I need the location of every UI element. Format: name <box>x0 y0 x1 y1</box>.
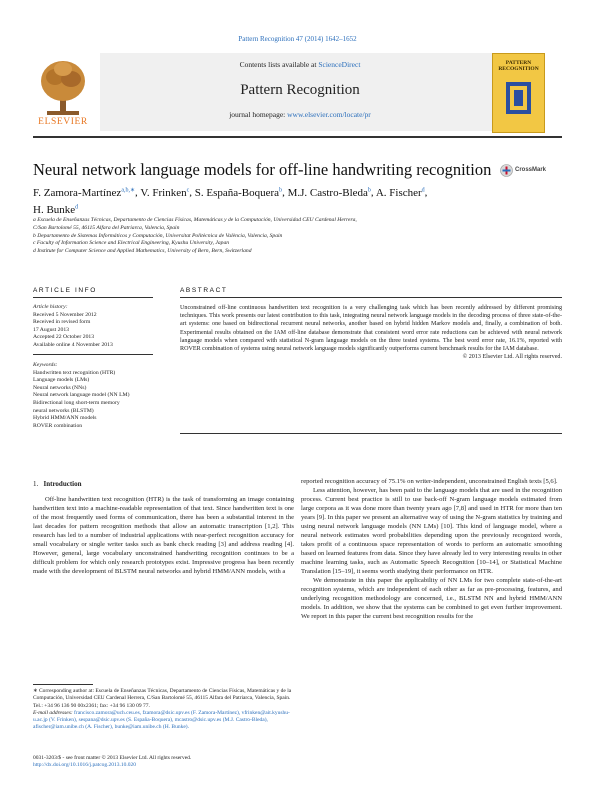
journal-reference[interactable]: Pattern Recognition 47 (2014) 1642–1652 <box>238 35 357 43</box>
cover-emblem-icon <box>506 82 531 114</box>
author[interactable]: S. España-Boquera$^b$ <box>194 186 283 199</box>
contents-prefix: Contents lists available at <box>239 60 319 69</box>
section-title: Introduction <box>43 480 82 488</box>
sciencedirect-link[interactable]: ScienceDirect <box>318 60 361 69</box>
journal-title: Pattern Recognition <box>240 82 360 98</box>
history-item: 17 August 2013 <box>33 326 70 333</box>
crossmark-icon <box>500 164 513 177</box>
journal-cover <box>492 53 545 133</box>
keyword: Bidirectional long short-term memory <box>33 399 120 406</box>
elsevier-logo <box>33 53 93 133</box>
intro-left-column <box>33 495 294 576</box>
crossmark-label: CrossMark <box>515 167 547 173</box>
author[interactable]: V. Frinken$^c$ <box>140 186 190 199</box>
author[interactable]: M.J. Castro-Bleda$^b$ <box>287 186 371 199</box>
paragraph: Off-line handwritten text recognition (HTR) is the task of transforming an image containing handwritten text into a machine-readable representation of that text. Since handwritten text is one of the most frequently used forms of communication, there has been a substantial interest in the last decades for pattern recognition methods that allow an automatic transcription [1,2]. This research has led to a number of industrial applications with near-perfect recognition accuracy for small vocabulary or single writer tasks such as bank check reading [3] and address reading [4]. However, general, large vocabulary unconstrained handwriting recognition continues to be a difficult problem for which only research prototypes exist. Impressive progress has been recently made with the development of BLSTM neural networks and hybrid HMM/ANN models, with a <box>33 496 294 575</box>
affiliation: c Faculty of Information Science and Electrical Engineering, Kyushu University, Japan <box>33 240 230 247</box>
intro-right-column <box>301 477 562 621</box>
author-list: F. Zamora-Martínez$^{a,b,∗}$, V. Frinken$^c$, S. España-Boquera$^b$, M.J. Castro-Bleda$^b$, A. Fischer$^d$, H. Bunke$^d$ <box>33 186 428 217</box>
issn-line: 0031-3203/$ - see front matter © 2013 Elsevier Ltd. All rights reserved. <box>33 755 192 761</box>
footnote <box>33 688 294 732</box>
paragraph: reported recognition accuracy of 75.1% on writer-independent, unconstrained English texts [5,6]. <box>301 478 558 485</box>
article-history <box>33 304 163 350</box>
paragraph: Less attention, however, has been paid to the language models that are used in the recognition process. Current best practice is still to use back-off N-gram language models estimated from large corpora as it was done more than twenty years ago [7,8] and used in HTR for more than ten years [9]. In this paper we present an alternative way of using the N-gram statistics by training and using neural network language models (NN LMs) [10]. This kind of language model, where a neural network estimates word probabilities depending upon the previously recognized words, takes profit of a continuous space representation of words to perform an automatic smoothing based on learned features from data. Since they have already led to very interesting results in other machine learning tasks, such as Automatic Speech Recognition [10–14], or Statistical Machine Translation [15–19], it seems worth studying their performance on HTR. <box>301 487 562 575</box>
history-item: Available online 4 November 2013 <box>33 341 113 348</box>
affiliation: C/San Bartolomé 55, 46115 Alfara del Patriarca, Valencia, Spain <box>33 224 180 231</box>
keyword: neural networks (BLSTM) <box>33 407 94 414</box>
contact-phone: Tel.: +34 96 136 90 00x2361; fax: +34 96 130 09 77. <box>33 702 150 709</box>
footnote-rule <box>33 684 93 685</box>
keyword: Neural network language model (NN LM) <box>33 392 130 399</box>
header-rule <box>33 136 562 138</box>
article-info-heading: ARTICLE INFO <box>33 287 97 294</box>
keyword: Handwritten text recognition (HTR) <box>33 369 116 376</box>
history-item: Received in revised form <box>33 319 91 326</box>
keyword: Hybrid HMM/ANN models <box>33 415 97 422</box>
divider <box>33 354 153 355</box>
paragraph: We demonstrate in this paper the applicability of NN LMs for two complete state-of-the-art recognition systems, which are independent of each other as far as pre-processing, features, and underlying recognition methodology are concerned, i.e., BLSTM NN and hybrid HMM/ANN models. In addition, we show that the systems can be combined to get even further improvement. We report in this paper the current best recognition results for the <box>301 577 562 620</box>
section-number: 1. <box>33 480 39 488</box>
doi-link[interactable]: http://dx.doi.org/10.1016/j.patcog.2013.10.020 <box>33 762 137 769</box>
history-label: Article history: <box>33 304 68 310</box>
keyword: ROVER combination <box>33 422 83 429</box>
email-links[interactable]: francisco.zamora@uch.ceu.es, fzamora@dsic.upv.es (F. Zamora-Martínez), vfrinken@ait.kyushu-u.ac.jp (V. Frinken), sespana@dsic.upv.es (S. España-Boquera), mcastro@dsic.upv.es (M.J. Castro-Bleda), afischer@iam.unibe.ch (A. Fischer), bunke@iam.unibe.ch (H. Bunke). <box>33 709 290 731</box>
author[interactable]: F. Zamora-Martínez$^{a,b,∗}$ <box>33 186 136 199</box>
keyword: Language models (LMs) <box>33 377 90 384</box>
keyword: Neural networks (NNs) <box>33 384 87 391</box>
email-addresses <box>33 710 294 732</box>
author[interactable]: A. Fischer$^d$ <box>375 186 425 199</box>
author[interactable]: H. Bunke$^d$ <box>33 204 79 217</box>
abstract-copyright: © 2013 Elsevier Ltd. All rights reserved. <box>462 354 562 361</box>
divider <box>180 297 562 298</box>
divider <box>33 297 153 298</box>
affiliation: b Departamento de Sistemas Informáticos y Computación, Universitat Politècnica de València, Valencia, Spain <box>33 232 283 239</box>
homepage-prefix: journal homepage: <box>229 110 288 119</box>
keywords <box>33 362 163 430</box>
history-item: Received 5 November 2012 <box>33 311 97 318</box>
section-heading <box>33 480 82 488</box>
abstract-body <box>180 304 562 361</box>
publication-info <box>33 755 333 770</box>
affiliation: a Escuela de Enseñanzas Técnicas, Departamento de Ciencias Físicas, Matemáticas y de la Computación, Universidad CEU Cardenal Herrera, <box>33 217 357 223</box>
email-label: E-mail addresses: <box>33 709 73 716</box>
keywords-label: Keywords: <box>33 362 58 368</box>
divider <box>180 433 562 434</box>
contents-line <box>100 60 500 69</box>
abstract-text: Unconstrained off-line continuous handwritten text recognition is a very challenging task which has been recently addressed by different promising techniques. This work presents our latest contribution to this task, integrating neural network language models in the decoding process of three state-of-the-art systems: one based on bidirectional recurrent neural networks, another based on hybrid hidden Markov models and, finally, a combination of both. Experimental results obtained on the IAM off-line database demonstrate that consistent word error rate reductions can be achieved with neural network language models when compared with statistical N-gram language models on the three tested systems. The best word error rate, 16.1%, reported with ROVER combination of systems using neural network language models significantly outperforms current benchmark results for the IAM database. <box>180 305 562 353</box>
article-title: Neural network language models for off-line handwriting recognition <box>33 160 492 179</box>
homepage-link[interactable]: www.elsevier.com/locate/pr <box>287 110 371 119</box>
history-item: Accepted 22 October 2013 <box>33 334 95 341</box>
corresponding-author: ∗ Corresponding author at: Escuela de Enseñanzas Técnicas, Departamento de Ciencias Físicas, Matemáticas y de la Computación, Universidad CEU Cardenal Herrera, C/San Bartolomé 55, 46115 Alfara del Patriarca, Valencia, Spain. <box>33 688 292 702</box>
cover-title: PATTERN RECOGNITION <box>498 60 539 72</box>
affiliations <box>33 217 553 256</box>
crossmark-button[interactable] <box>500 163 546 177</box>
abstract-heading: ABSTRACT <box>180 287 228 294</box>
publisher-name: ELSEVIER <box>38 117 88 127</box>
homepage-line <box>100 110 500 119</box>
affiliation: d Institute for Computer Science and Applied Mathematics, University of Bern, Bern, Switzerland <box>33 248 252 255</box>
